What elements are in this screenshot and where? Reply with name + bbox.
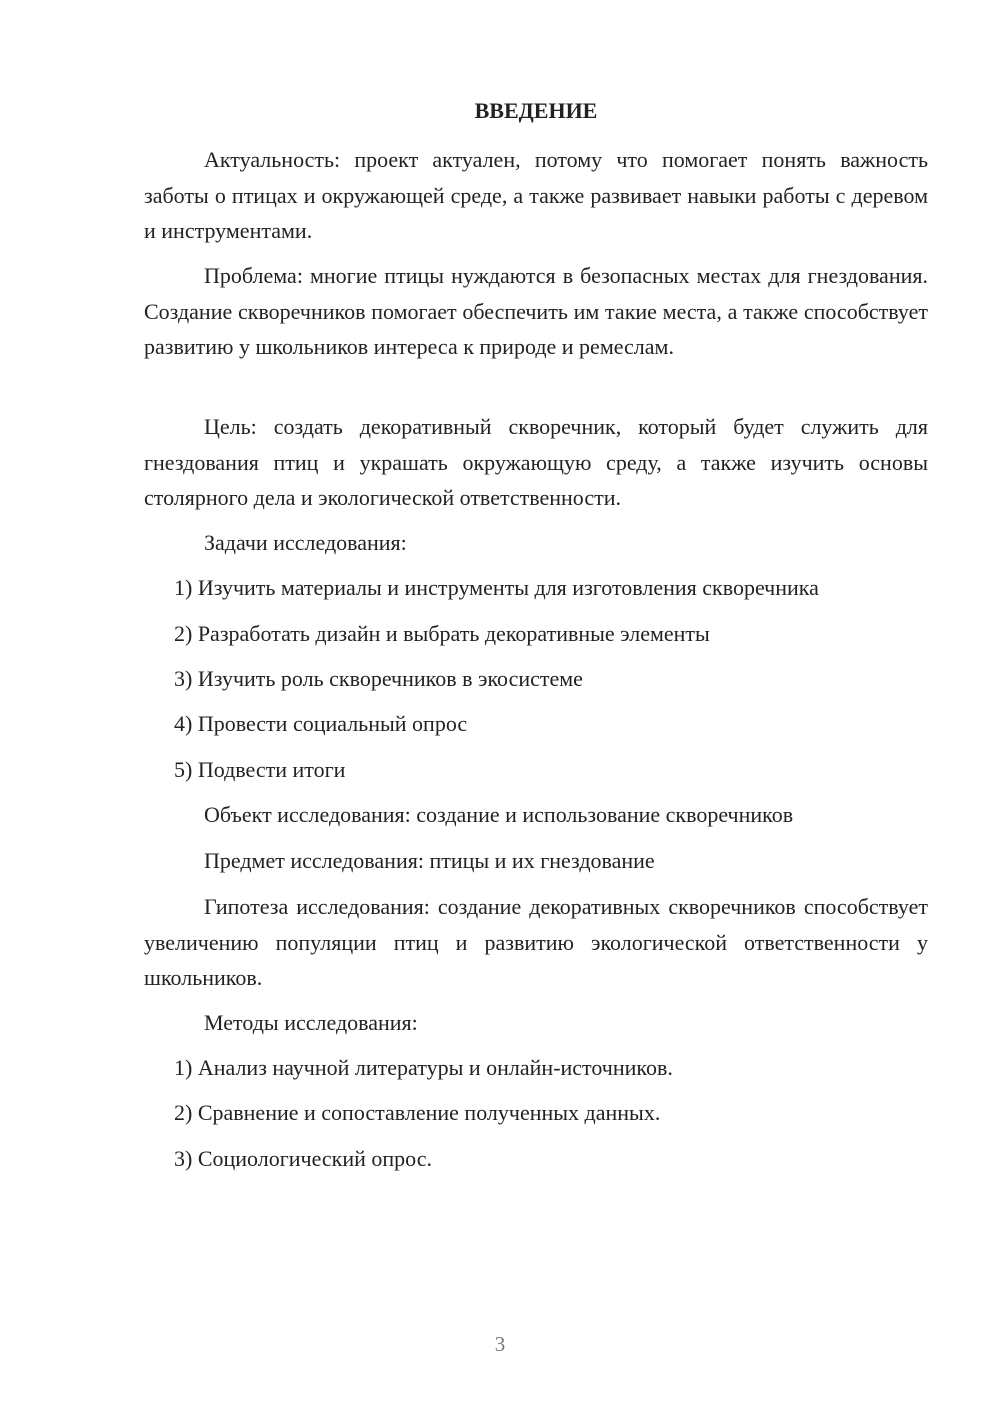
research-object: Объект исследования: создание и использование скворечников — [204, 802, 794, 827]
section-title: ВВЕДЕНИЕ — [474, 98, 598, 123]
paragraph-goal: Цель: создать декоративный скворечник, который будет служить для гнездования птиц и украшать окружающую среду, а также изучить основы столярного дела и экологической ответственности. — [144, 414, 928, 510]
method-item-3: 3) Социологический опрос. — [174, 1146, 432, 1171]
tasks-heading: Задачи исследования: — [204, 530, 407, 555]
paragraph-relevance: Актуальность: проект актуален, потому что помогает понять важность заботы о птицах и окружающей среде, а также развивает навыки работы с деревом и инструментами. — [144, 147, 928, 243]
method-item-2: 2) Сравнение и сопоставление полученных данных. — [174, 1100, 661, 1125]
research-subject: Предмет исследования: птицы и их гнездование — [204, 848, 655, 873]
page-number: 3 — [494, 1332, 506, 1356]
task-item-2: 2) Разработать дизайн и выбрать декоративные элементы — [174, 621, 710, 646]
task-item-3: 3) Изучить роль скворечников в экосистеме — [174, 666, 583, 691]
task-item-1: 1) Изучить материалы и инструменты для изготовления скворечника — [174, 575, 819, 600]
methods-heading: Методы исследования: — [204, 1010, 418, 1035]
paragraph-problem: Проблема: многие птицы нуждаются в безопасных местах для гнездования. Создание скворечников помогает обеспечить им такие места, а также способствует развитию у школьников интереса к природе и ремеслам. — [144, 263, 928, 359]
task-item-4: 4) Провести социальный опрос — [174, 711, 468, 736]
paragraph-hypothesis: Гипотеза исследования: создание декоративных скворечников способствует увеличению популяции птиц и развитию экологической ответственности у школьников. — [144, 894, 928, 990]
method-item-1: 1) Анализ научной литературы и онлайн-источников. — [174, 1055, 673, 1080]
task-item-5: 5) Подвести итоги — [174, 757, 346, 782]
